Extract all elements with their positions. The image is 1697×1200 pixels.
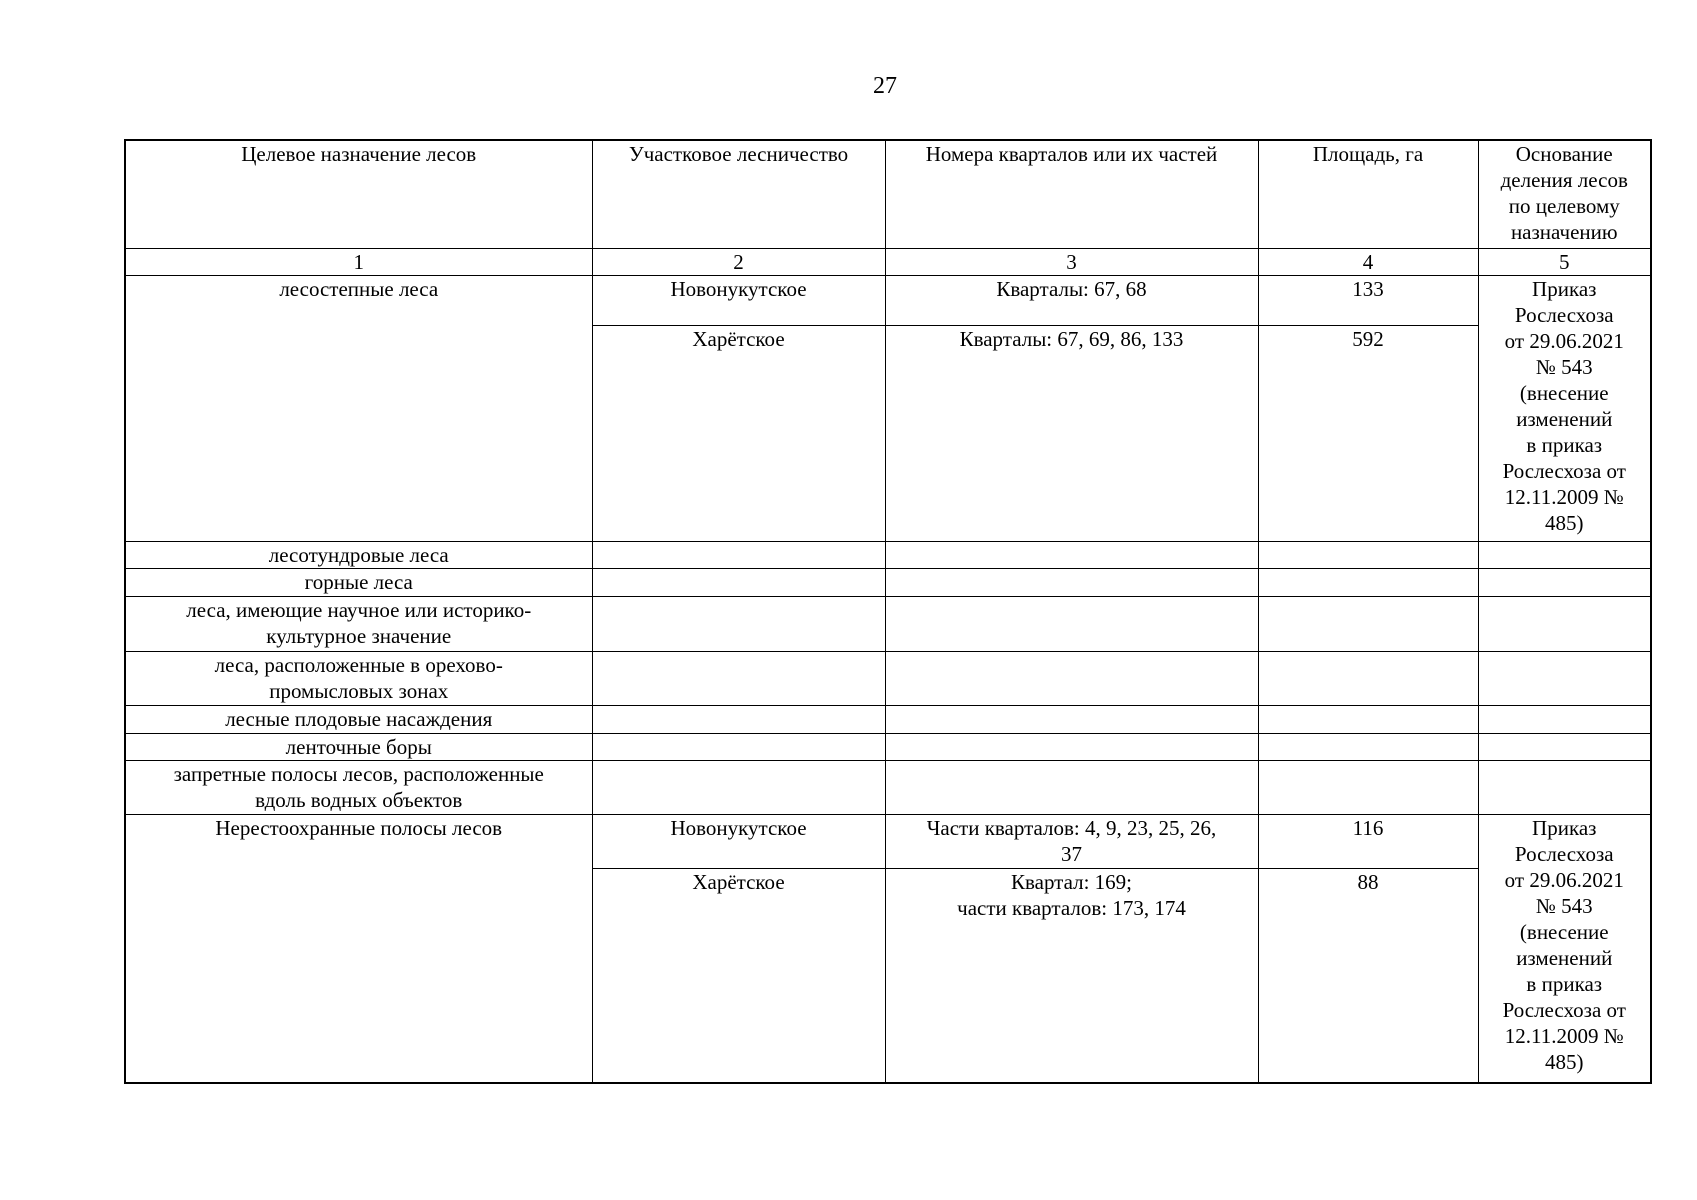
purpose-cell: лесостепные леса <box>125 275 592 542</box>
empty-cell <box>592 733 885 760</box>
empty-cell <box>885 733 1258 760</box>
header-quarters: Номера кварталов или их частей <box>885 140 1258 248</box>
forest-purpose-table <box>124 139 1652 1084</box>
column-number: 1 <box>125 248 592 275</box>
table-row <box>125 651 1651 705</box>
purpose-cell: запретные полосы лесов, расположенные вдоль водных объектов <box>125 760 592 814</box>
quarters-cell: Кварталы: 67, 68 <box>885 275 1258 325</box>
header-basis: Основание деления лесов по целевому назначению <box>1478 140 1651 248</box>
empty-cell <box>592 542 885 569</box>
forestry-cell: Харётское <box>592 868 885 1083</box>
page-number: 27 <box>873 73 897 99</box>
empty-cell <box>1478 733 1651 760</box>
empty-cell <box>885 760 1258 814</box>
empty-cell <box>885 569 1258 597</box>
empty-cell <box>1478 760 1651 814</box>
column-number: 4 <box>1258 248 1478 275</box>
quarters-cell: Кварталы: 67, 69, 86, 133 <box>885 325 1258 541</box>
table-row <box>125 542 1651 569</box>
quarters-cell: Части кварталов: 4, 9, 23, 25, 26, 37 <box>885 814 1258 868</box>
table-row <box>125 569 1651 597</box>
purpose-cell: лесные плодовые насаждения <box>125 705 592 733</box>
header-forestry: Участковое лесничество <box>592 140 885 248</box>
empty-cell <box>1478 542 1651 569</box>
empty-cell <box>1478 705 1651 733</box>
purpose-cell: ленточные боры <box>125 733 592 760</box>
empty-cell <box>592 651 885 705</box>
empty-cell <box>1258 569 1478 597</box>
table-row <box>125 275 1651 325</box>
header-area: Площадь, га <box>1258 140 1478 248</box>
empty-cell <box>592 597 885 651</box>
empty-cell <box>885 542 1258 569</box>
header-row <box>125 140 1651 248</box>
area-cell: 88 <box>1258 868 1478 1083</box>
purpose-cell: леса, расположенные в орехово- промысловых зонах <box>125 651 592 705</box>
empty-cell <box>1258 760 1478 814</box>
column-number: 3 <box>885 248 1258 275</box>
empty-cell <box>592 705 885 733</box>
area-cell: 116 <box>1258 814 1478 868</box>
empty-cell <box>885 597 1258 651</box>
empty-cell <box>1478 651 1651 705</box>
table-row <box>125 733 1651 760</box>
header-purpose: Целевое назначение лесов <box>125 140 592 248</box>
empty-cell <box>1258 733 1478 760</box>
column-numbers-row <box>125 248 1651 275</box>
purpose-cell: Нерестоохранные полосы лесов <box>125 814 592 1083</box>
column-number: 5 <box>1478 248 1651 275</box>
area-cell: 592 <box>1258 325 1478 541</box>
area-cell: 133 <box>1258 275 1478 325</box>
table-row <box>125 814 1651 868</box>
table-row <box>125 760 1651 814</box>
purpose-cell: лесотундровые леса <box>125 542 592 569</box>
empty-cell <box>1258 651 1478 705</box>
purpose-cell: горные леса <box>125 569 592 597</box>
empty-cell <box>1258 542 1478 569</box>
forestry-cell: Новонукутское <box>592 814 885 868</box>
empty-cell <box>885 705 1258 733</box>
empty-cell <box>1258 705 1478 733</box>
quarters-cell: Квартал: 169; части кварталов: 173, 174 <box>885 868 1258 1083</box>
purpose-cell: леса, имеющие научное или историко- культурное значение <box>125 597 592 651</box>
empty-cell <box>1478 569 1651 597</box>
empty-cell <box>1258 597 1478 651</box>
column-number: 2 <box>592 248 885 275</box>
empty-cell <box>1478 597 1651 651</box>
forestry-cell: Новонукутское <box>592 275 885 325</box>
table-row <box>125 705 1651 733</box>
basis-cell: Приказ Рослесхоза от 29.06.2021 № 543 (внесение изменений в приказ Рослесхоза от 12.11.2009 № 485) <box>1478 275 1651 542</box>
table-row <box>125 597 1651 651</box>
empty-cell <box>885 651 1258 705</box>
empty-cell <box>592 760 885 814</box>
basis-cell: Приказ Рослесхоза от 29.06.2021 № 543 (внесение изменений в приказ Рослесхоза от 12.11.2009 № 485) <box>1478 814 1651 1083</box>
empty-cell <box>592 569 885 597</box>
forestry-cell: Харётское <box>592 325 885 541</box>
